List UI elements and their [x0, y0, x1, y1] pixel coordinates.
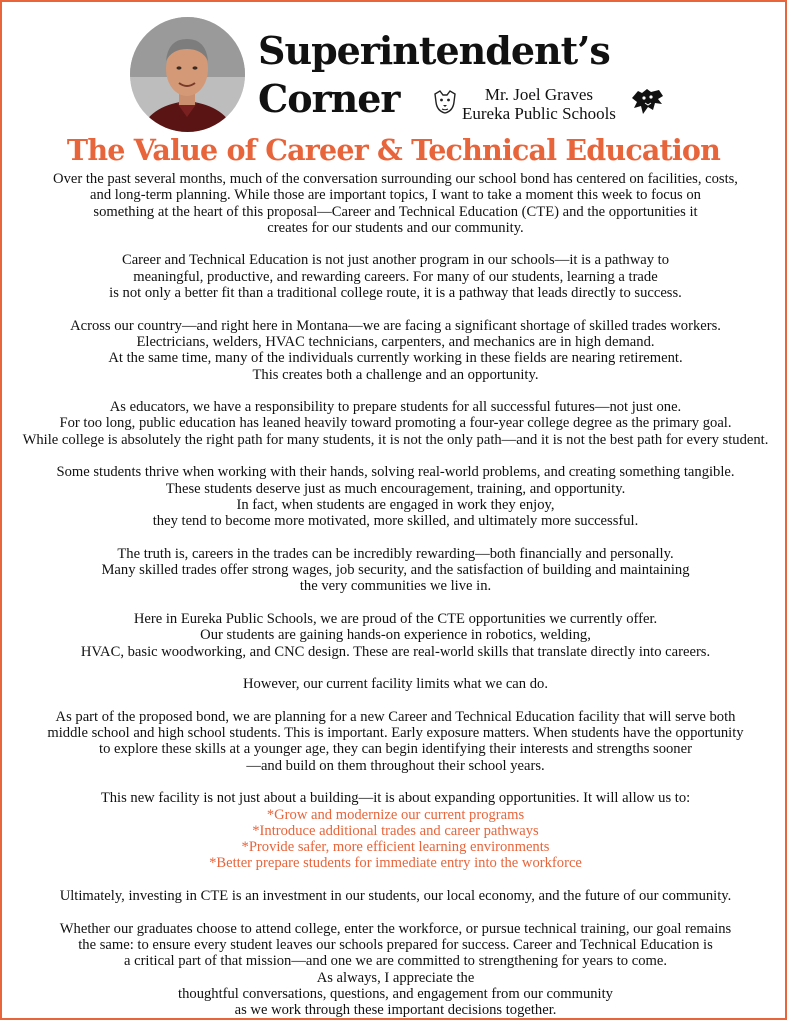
paragraph-line: —and build on them throughout their school years.	[246, 757, 545, 774]
paragraph-line: thoughtful conversations, questions, and engagement from our community	[178, 985, 613, 1002]
paragraph	[8, 709, 783, 774]
paragraph-line: The truth is, careers in the trades can be incredibly rewarding—both financially and personally.	[117, 545, 674, 562]
paragraph-line: is not only a better fit than a traditional college route, it is a pathway that leads directly to success.	[109, 285, 682, 302]
panther-logo-icon	[629, 86, 665, 118]
paragraph-line: and long-term planning. While those are important topics, I want to take a moment this week to focus on	[90, 187, 701, 204]
bullet-item: *Grow and modernize our current programs	[266, 806, 525, 823]
paragraph-line: Many skilled trades offer strong wages, job security, and the satisfaction of building and maintaining	[101, 562, 690, 579]
paragraph-line: Across our country—and right here in Montana—we are facing a significant shortage of skilled trades workers.	[70, 317, 721, 334]
paragraph-line: In fact, when students are engaged in work they enjoy,	[236, 496, 555, 513]
superintendent-photo	[130, 17, 245, 132]
paragraph-line: middle school and high school students. This is important. Early exposure matters. When students have the opportunity	[47, 725, 744, 742]
bullet-item: *Better prepare students for immediate entry into the workforce	[209, 855, 582, 872]
paragraph-line: However, our current facility limits what we can do.	[243, 676, 548, 693]
paragraph-line: Career and Technical Education is not just another program in our schools—it is a pathway to	[121, 252, 670, 269]
paragraph-line: Some students thrive when working with their hands, solving real-world problems, and creating something tangible.	[56, 464, 735, 481]
paragraph-line: to explore these skills at a younger age, they can begin identifying their interests and strengths sooner	[99, 741, 692, 758]
paragraph	[8, 611, 783, 660]
paragraph	[8, 252, 783, 301]
paragraph-line: HVAC, basic woodworking, and CNC design. These are real-world skills that translate directly into careers.	[80, 643, 711, 660]
paragraph-line: Our students are gaining hands-on experience in robotics, welding,	[200, 627, 591, 644]
paragraph-line: While college is absolutely the right path for many students, it is not the only path—and it is not the best path for every student.	[22, 431, 769, 448]
paragraph	[8, 921, 783, 1019]
paragraph-line: As educators, we have a responsibility to prepare students for all successful futures—not just one.	[109, 399, 682, 416]
paragraph-line: Electricians, welders, HVAC technicians, carpenters, and mechanics are in high demand.	[136, 333, 655, 350]
paragraph-line: This creates both a challenge and an opportunity.	[252, 366, 539, 383]
paragraph-line: they tend to become more motivated, more skilled, and ultimately more successful.	[152, 513, 639, 530]
article-headline: The Value of Career & Technical Education	[66, 133, 721, 167]
paragraph-line: as we work through these important decisions together.	[234, 1002, 557, 1019]
paragraph	[8, 464, 783, 529]
title-line-2: Corner	[258, 76, 400, 121]
paragraph	[8, 546, 783, 595]
article-body	[8, 171, 783, 1020]
bullet-item: *Introduce additional trades and career pathways	[252, 822, 539, 839]
paragraph-line: Whether our graduates choose to attend college, enter the workforce, or pursue technical training, our goal remains	[59, 920, 732, 937]
author-name: Mr. Joel Graves	[484, 85, 594, 104]
paragraph	[8, 171, 783, 236]
paragraph-line: As part of the proposed bond, we are planning for a new Career and Technical Education facility that will serve both	[55, 708, 736, 725]
paragraph-line: Over the past several months, much of the conversation surrounding our school bond has centered on facilities, costs,	[53, 171, 738, 187]
bullet-item: *Provide safer, more efficient learning environments	[241, 839, 550, 856]
paragraph	[8, 888, 783, 904]
paragraph-line: meaningful, productive, and rewarding careers. For many of our students, learning a trade	[133, 268, 658, 285]
paragraph	[8, 790, 783, 871]
paragraph-line: For too long, public education has leaned heavily toward promoting a four-year college degree as the primary goal.	[59, 415, 732, 432]
cougar-logo-icon	[431, 88, 459, 116]
paragraph-line: As always, I appreciate the	[316, 969, 475, 986]
paragraph-line: At the same time, many of the individuals currently working in these fields are nearing retirement.	[108, 350, 683, 367]
paragraph-line: This new facility is not just about a building—it is about expanding opportunities. It will allow us to:	[100, 790, 691, 807]
title-line-1: Superintendent’s	[258, 28, 610, 73]
paragraph-line: Ultimately, investing in CTE is an investment in our students, our local economy, and the future of our community.	[59, 888, 732, 905]
paragraph-line: the same: to ensure every student leaves our schools prepared for success. Career and Technical Education is	[78, 936, 713, 953]
paragraph	[8, 399, 783, 448]
paragraph-line: Here in Eureka Public Schools, we are proud of the CTE opportunities we currently offer.	[133, 611, 658, 628]
paragraph	[8, 676, 783, 692]
paragraph-line: something at the heart of this proposal—Career and Technical Education (CTE) and the opportunities it	[93, 203, 698, 220]
paragraph	[8, 318, 783, 383]
byline	[462, 85, 616, 123]
paragraph-line: a critical part of that mission—and one we are committed to strengthening for years to come.	[123, 953, 668, 970]
paragraph-line: These students deserve just as much encouragement, training, and opportunity.	[165, 480, 626, 497]
paragraph-line: creates for our students and our community.	[267, 219, 524, 236]
paragraph-line: the very communities we live in.	[299, 578, 492, 595]
district-name: Eureka Public Schools	[462, 104, 616, 123]
header	[2, 2, 785, 142]
